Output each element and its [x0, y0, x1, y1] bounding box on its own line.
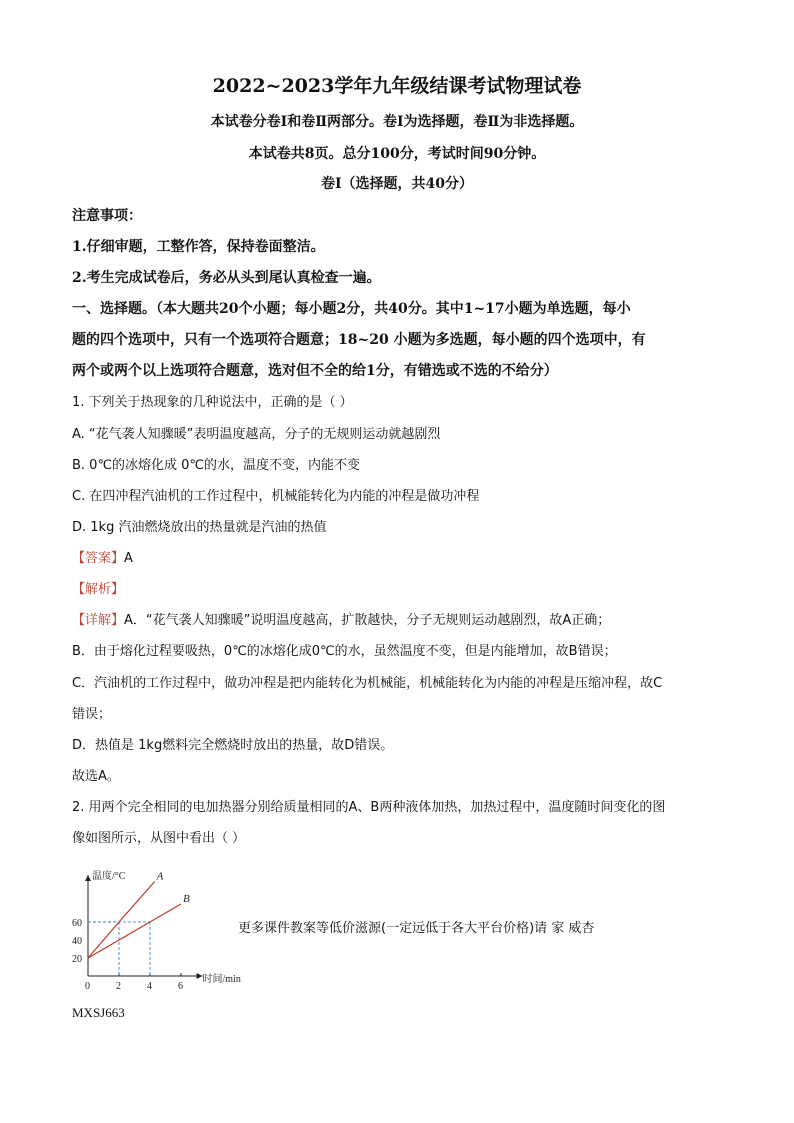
y-tick-label: 20: [72, 954, 82, 965]
section-intro-line-1: 一、选择题。（本大题共20个小题；每小题2分，共40分。其中1~17小题为单选题，每小: [72, 301, 631, 317]
notes-item-1: 1.仔细审题，工整作答，保持卷面整洁。: [72, 239, 325, 255]
analysis-tag: 【解析】: [72, 582, 125, 597]
q1-explanation-c-cont: 错误；: [72, 707, 112, 722]
q1-option-c: C. 在四冲程汽油机的工作过程中，机械能转化为内能的冲程是做功冲程: [72, 489, 480, 504]
series-label-b: B: [183, 893, 190, 905]
x-axis-title: 时间/min: [202, 974, 241, 985]
promo-text: 更多课件教案等低价滋源(一定远低于各大平台价格)请 家 威杏: [238, 921, 595, 936]
footer-code: MXSJ663: [72, 1005, 125, 1020]
q1-conclusion: 故选A。: [72, 769, 120, 784]
exam-info-line: 本试卷共8页。总分100分，考试时间90分钟。: [248, 146, 546, 162]
q1-explanation-d: D．热值是 1kg燃料完全燃烧时放出的热量，故D错误。: [72, 738, 394, 753]
page-title: 2022~2023学年九年级结课考试物理试卷: [212, 75, 582, 97]
y-axis-title: 温度/°C: [92, 871, 126, 882]
q1-answer: [72, 547, 133, 566]
exam-structure-line: 本试卷分卷Ⅰ和卷Ⅱ两部分。卷Ⅰ为选择题，卷Ⅱ为非选择题。: [210, 114, 584, 130]
q1-stem: 1. 下列关于热现象的几种说法中，正确的是（ ）: [72, 395, 353, 410]
x-tick-label: 0: [85, 981, 90, 992]
series-line-b: [88, 904, 181, 958]
q1-option-d: D. 1kg 汽油燃烧放出的热量就是汽油的热值: [72, 520, 327, 535]
explanation-a-text: A．“花气袭人知骤暖”说明温度越高，扩散越快，分子无规则运动越剧烈，故A正确；: [124, 613, 611, 628]
answer-value: A: [124, 551, 133, 566]
series-label-a: A: [156, 870, 164, 883]
volume-heading: 卷Ⅰ（选择题，共40分）: [320, 176, 474, 192]
x-tick-label: 2: [116, 981, 121, 992]
section-intro-line-2: 题的四个选项中，只有一个选项符合题意；18~20 小题为多选题，每小题的四个选项中，有: [72, 332, 646, 348]
detail-tag: 【详解】: [72, 613, 125, 628]
notes-item-2: 2.考生完成试卷后，务必从头到尾认真检查一遍。: [72, 270, 381, 286]
q1-explanation-c: C．汽油机的工作过程中，做功冲程是把内能转化为机械能，机械能转化为内能的冲程是压缩冲程，故C: [72, 676, 663, 691]
y-tick-label: 60: [72, 918, 82, 929]
notes-heading: 注意事项：: [72, 208, 142, 224]
temperature-time-chart: [60, 852, 250, 992]
q1-explanation-a: [72, 609, 610, 628]
q2-stem-line-1: 2. 用两个完全相同的电加热器分别给质量相同的A、B两种液体加热，加热过程中，温度随时间变化的图: [72, 800, 666, 815]
q1-option-b: B. 0℃的冰熔化成 0℃的水，温度不变，内能不变: [72, 458, 361, 473]
x-tick-label: 4: [147, 981, 152, 992]
q1-explanation-b: B．由于熔化过程要吸热，0℃的冰熔化成0℃的水，虽然温度不变，但是内能增加，故B错误；: [72, 644, 617, 659]
section-intro-line-3: 两个或两个以上选项符合题意，选对但不全的给1分，有错选或不选的不给分）: [72, 363, 558, 379]
q2-stem-line-2: 像如图所示，从图中看出（ ）: [72, 831, 246, 846]
y-tick-label: 40: [72, 936, 82, 947]
series-line-a: [88, 882, 155, 959]
x-tick-label: 6: [178, 981, 183, 992]
answer-tag: 【答案】: [72, 551, 125, 566]
q1-option-a: A. “花气袭人知骤暖”表明温度越高，分子的无规则运动就越剧烈: [72, 427, 441, 442]
